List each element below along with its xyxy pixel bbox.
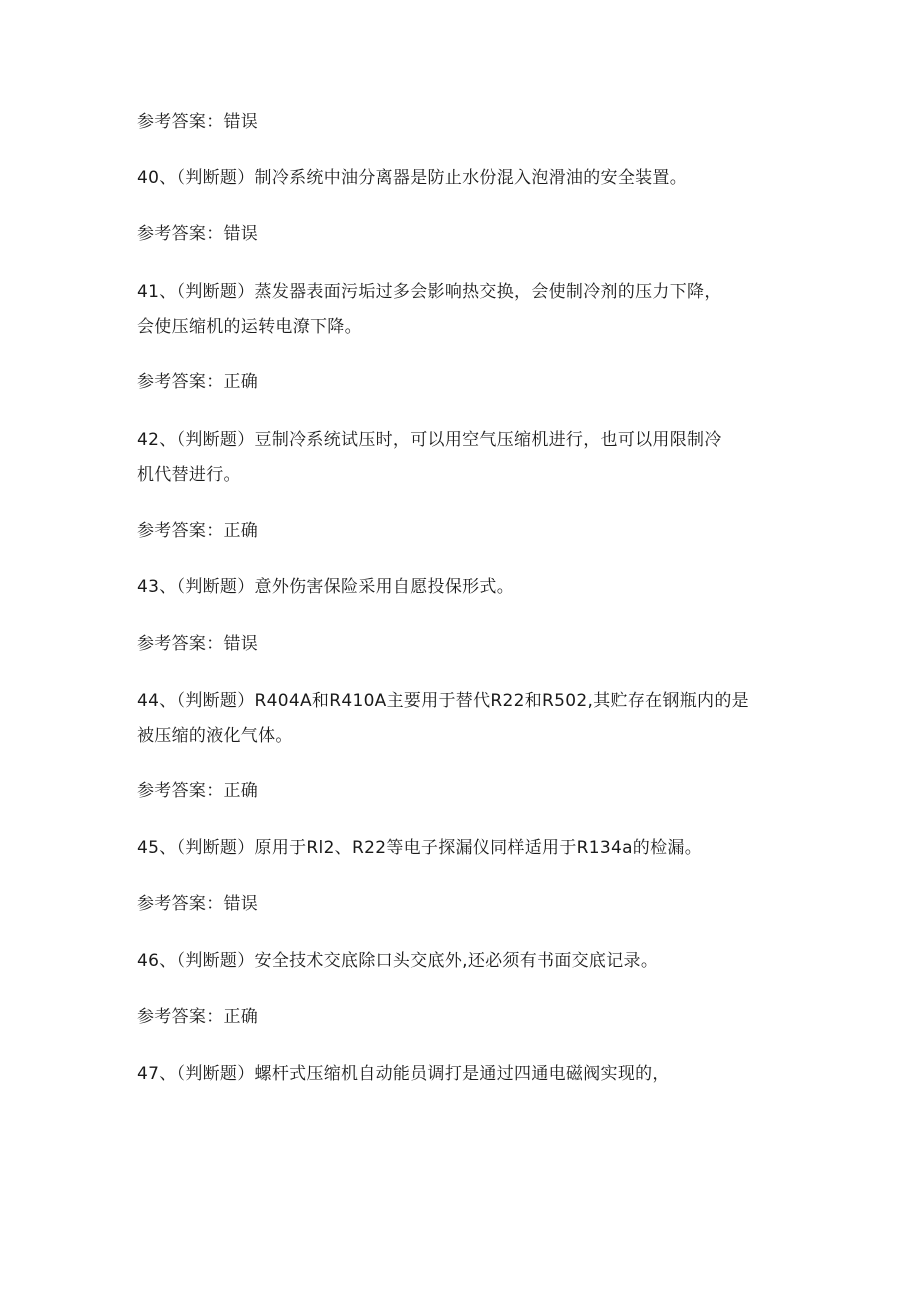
question-42-line-2: 机代替进行。	[137, 465, 241, 485]
question-45: 45、（判断题）原用于Rl2、R22等电子探漏仪同样适用于R134a的检漏。	[137, 838, 703, 858]
question-44-line-2: 被压缩的液化气体。	[137, 726, 293, 746]
question-42-line-1: 42、（判断题）豆制冷系统试压时，可以用空气压缩机进行，也可以用限制冷	[137, 430, 722, 450]
question-41-line-2: 会使压缩机的运转电潦下降。	[137, 317, 362, 337]
question-41-line-1: 41、（判断题）蒸发器表面污垢过多会影响热交换，会使制冷剂的压力下降，	[137, 282, 722, 302]
question-44-line-1: 44、（判断题）R404A和R410A主要用于替代R22和R502,其贮存在钢瓶内的是	[137, 691, 749, 711]
answer-line: 参考答案：错误	[137, 224, 259, 244]
question-46: 46、（判断题）安全技术交底除口头交底外,还必须有书面交底记录。	[137, 951, 659, 971]
answer-line: 参考答案：正确	[137, 1007, 259, 1027]
answer-line: 参考答案：正确	[137, 372, 259, 392]
question-40: 40、（判断题）制冷系统中油分离器是防止水份混入泡滑油的安全装置。	[137, 168, 688, 188]
question-43: 43、（判断题）意外伤害保险采用自愿投保形式。	[137, 577, 515, 597]
answer-line: 参考答案：正确	[137, 781, 259, 801]
answer-line: 参考答案：错误	[137, 634, 259, 654]
question-47: 47、（判断题）螺杆式压缩机自动能员调打是通过四通电磁阀实现的，	[137, 1064, 670, 1084]
answer-line: 参考答案：正确	[137, 521, 259, 541]
answer-line: 参考答案：错误	[137, 894, 259, 914]
answer-line: 参考答案：错误	[137, 112, 259, 132]
